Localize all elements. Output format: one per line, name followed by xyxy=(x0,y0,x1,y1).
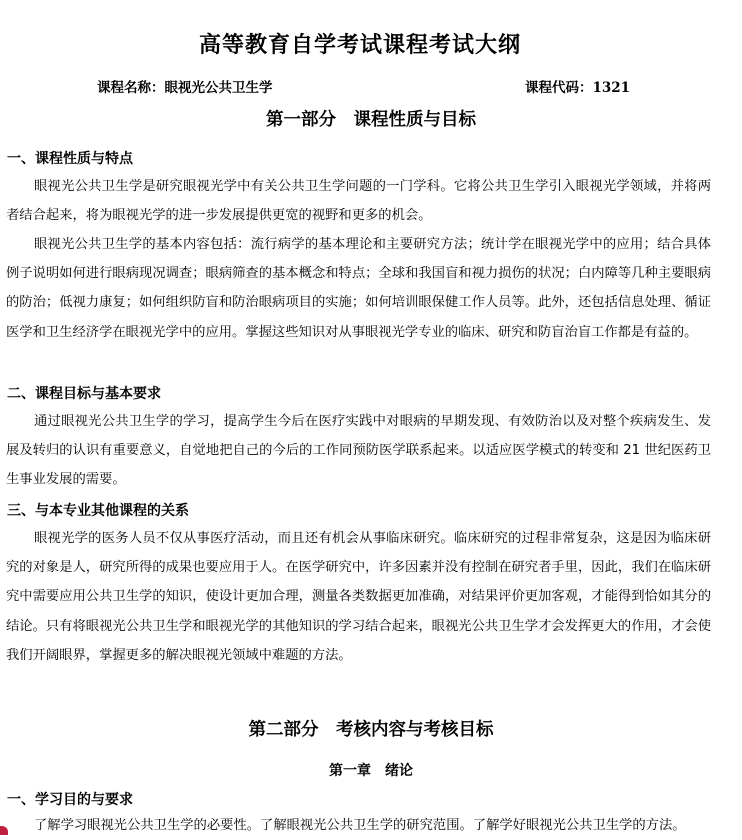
section-heading: 三、与本专业其他课程的关系 xyxy=(7,503,189,519)
course-code: 课程代码：1321 xyxy=(525,80,631,96)
document-title: 高等教育自学考试课程考试大纲 xyxy=(198,32,521,58)
paragraph: 眼视光公共卫生学是研究眼视光学中有关公共卫生学问题的一门学科。它将公共卫生学引入眼视光学领域，并将两者结合起来，将为眼视光学的进一步发展提供更宽的视野和更多的机会。 xyxy=(6,179,711,224)
section-heading: 一、课程性质与特点 xyxy=(7,151,133,167)
section-heading: 二、课程目标与基本要求 xyxy=(7,386,161,402)
paragraph: 眼视光学的医务人员不仅从事医疗活动，而且还有机会从事临床研究。临床研究的过程非常复杂，这是因为临床研究的对象是人，研究所得的成果也要应用于人。在医学研究中，许多因素并没有控制在研究者手里，因此，我们在临床研究中需要应用公共卫生学的知识，使设计更加合理，测量各类数据更加准确，对结果评价更加客观，才能得到恰如其分的结论。只有将眼视光公共卫生学和眼视光学的其他知识的学习结合起来，眼视光公共卫生学才会发挥更大的作用，才会使我们开阔眼界，掌握更多的解决眼视光领域中难题的方法。 xyxy=(6,531,711,663)
part2-heading: 第二部分 考核内容与考核目标 xyxy=(248,720,494,740)
part1-heading: 第一部分 课程性质与目标 xyxy=(266,110,476,130)
course-name: 课程名称：眼视光公共卫生学 xyxy=(97,80,273,96)
paragraph: 通过眼视光公共卫生学的学习，提高学生今后在医疗实践中对眼病的早期发现、有效防治以及对整个疾病发生、发展及转归的认识有重要意义，自觉地把自己的今后的工作同预防医学联系起来。以适应医学模式的转变和 21 世纪医药卫生事业发展的需要。 xyxy=(6,414,711,488)
chapter-heading: 第一章 绪论 xyxy=(329,763,413,779)
paragraph: 眼视光公共卫生学的基本内容包括：流行病学的基本理论和主要研究方法；统计学在眼视光学中的应用；结合具体例子说明如何进行眼病现况调查；眼病筛查的基本概念和特点；全球和我国盲和视力损伤的状况；白内障等几种主要眼病的防治；低视力康复；如何组织防盲和防治眼病项目的实施；如何培训眼保健工作人员等。此外，还包括信息处理、循证医学和卫生经济学在眼视光学中的应用。掌握这些知识对从事眼视光学专业的临床、研究和防盲治盲工作都是有益的。 xyxy=(6,237,711,340)
section-heading: 一、学习目的与要求 xyxy=(7,792,133,808)
paragraph: 了解学习眼视光公共卫生学的必要性。了解眼视光公共卫生学的研究范围。了解学好眼视光公共卫生学的方法。 xyxy=(34,818,686,833)
